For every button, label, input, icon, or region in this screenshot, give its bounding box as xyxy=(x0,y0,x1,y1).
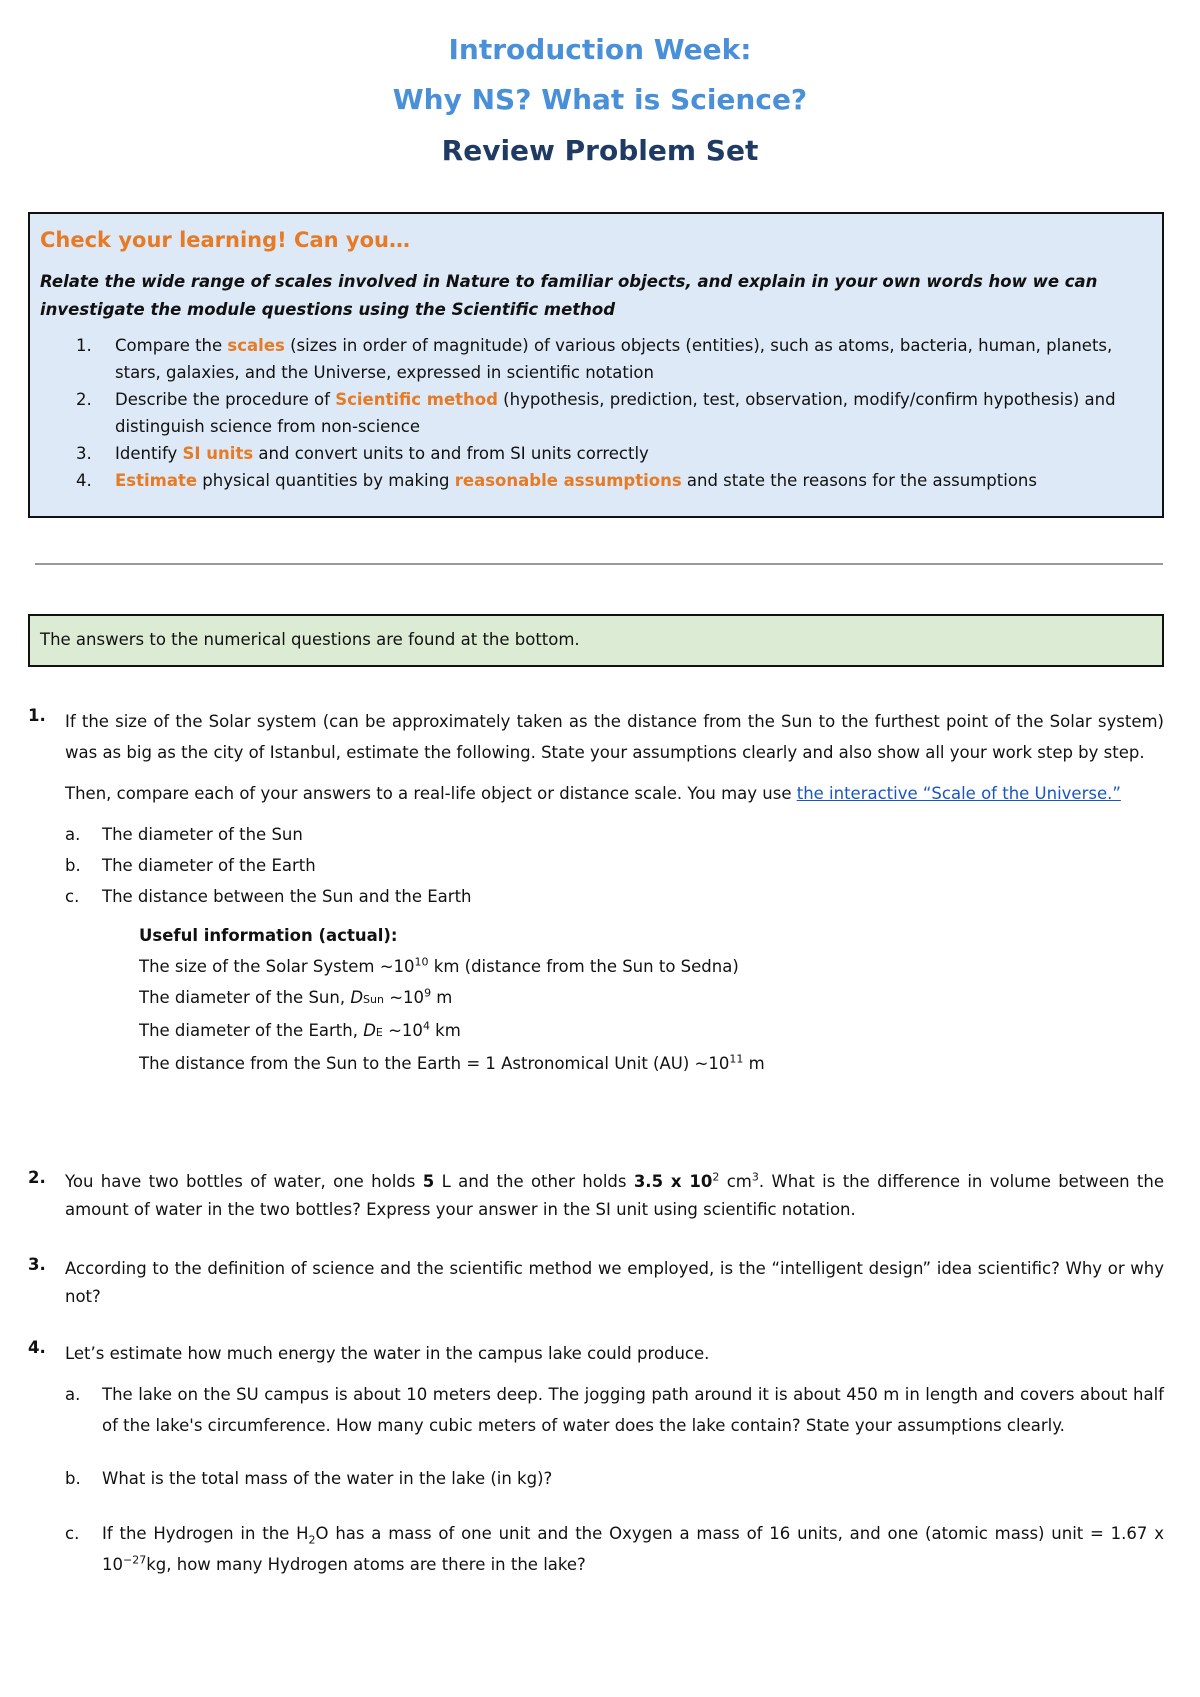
learning-item: 2. Describe the procedure of Scientific method (hypothesis, prediction, test, observation, modify/confirm hypothesis) and distinguish science from non-science xyxy=(76,390,1116,436)
question-4 xyxy=(28,1338,1164,1580)
answers-note: The answers to the numerical questions are found at the bottom. xyxy=(40,630,580,649)
learning-intro: Relate the wide range of scales involved in Nature to familiar objects, and explain in your own words how we can investigate the module questions using the Scientific method xyxy=(40,272,1098,319)
scale-of-universe-link[interactable]: the interactive “Scale of the Universe.” xyxy=(796,784,1121,803)
learning-objectives-box xyxy=(28,212,1164,518)
question-number: 2. xyxy=(28,1168,46,1187)
learning-item: 3. Identify SI units and convert units to and from SI units correctly xyxy=(76,444,649,463)
question-1-text: If the size of the Solar system (can be approximately taken as the distance from the Sun to the furthest point of the Solar system) was as big as the city of Istanbul, estimate the following. State your assumptions clearly and also show all your work step by step. xyxy=(65,712,1164,762)
learning-list xyxy=(40,332,1152,494)
question-4-sub-a: a. The lake on the SU campus is about 10 meters deep. The jogging path around it is about 450 m in length and covers about half of the lake's circumference. How many cubic meters of water does the lake contain? State your assumptions clearly. xyxy=(65,1385,1164,1435)
question-4-text: Let’s estimate how much energy the water in the campus lake could produce. xyxy=(65,1344,710,1363)
question-1-sub-c: c. The distance between the Sun and the Earth xyxy=(65,887,472,906)
question-number: 1. xyxy=(28,706,46,725)
learning-item: 4. Estimate physical quantities by making reasonable assumptions and state the reasons for the assumptions xyxy=(76,471,1037,490)
title-line-1: Introduction Week: xyxy=(448,33,752,66)
question-3-text: According to the definition of science and the scientific method we employed, is the “intelligent design” idea scientific? Why or why not? xyxy=(65,1259,1164,1306)
question-1-sub-a: a. The diameter of the Sun xyxy=(65,825,303,844)
question-1 xyxy=(28,706,1164,1079)
question-number: 3. xyxy=(28,1255,46,1274)
question-number: 4. xyxy=(28,1338,46,1357)
question-3 xyxy=(28,1255,1164,1311)
question-2-text: You have two bottles of water, one holds 5 L and the other holds 3.5 x $10^2$ $cm^3$. What is the difference in volume between the amount of water in the two bottles? Express your answer in the SI unit using scientific notation. xyxy=(65,1170,1164,1219)
question-2 xyxy=(28,1168,1164,1224)
divider xyxy=(35,563,1163,565)
question-1-sub-b: b. The diameter of the Earth xyxy=(65,856,316,875)
question-4-sub-c: c. If the Hydrogen in the $H_2O$ has a mass of one unit and the Oxygen a mass of 16 units, and one (atomic mass) unit = 1.67 x $10^{-27}kg$, how many Hydrogen atoms are there in the lake? xyxy=(65,1524,1164,1574)
learning-heading: Check your learning! Can you… xyxy=(40,228,410,252)
useful-information: Useful information (actual): The size of the Solar System $\sim 10^{10}$ km (distance from the Sun to Sedna) The diameter of the Sun, DSun $\sim 10^9$ m The diameter of the Earth, DE $\sim 10^4$ km The distance from the Sun to the Earth = 1 Astronomical Unit (AU) $\sim 10^{11}$ m xyxy=(139,926,765,1073)
title-line-3: Review Problem Set xyxy=(441,134,759,167)
question-1-compare: Then, compare each of your answers to a real-life object or distance scale. You may use the interactive “Scale of the Universe.” xyxy=(65,784,1121,803)
learning-item: 1. Compare the scales (sizes in order of magnitude) of various objects (entities), such as atoms, bacteria, human, planets, stars, galaxies, and the Universe, expressed in scientific notation xyxy=(76,336,1113,382)
question-4-sub-b: b. What is the total mass of the water in the lake (in kg)? xyxy=(65,1469,553,1488)
answers-note-box xyxy=(28,614,1164,667)
title-line-2: Why NS? What is Science? xyxy=(392,83,808,116)
